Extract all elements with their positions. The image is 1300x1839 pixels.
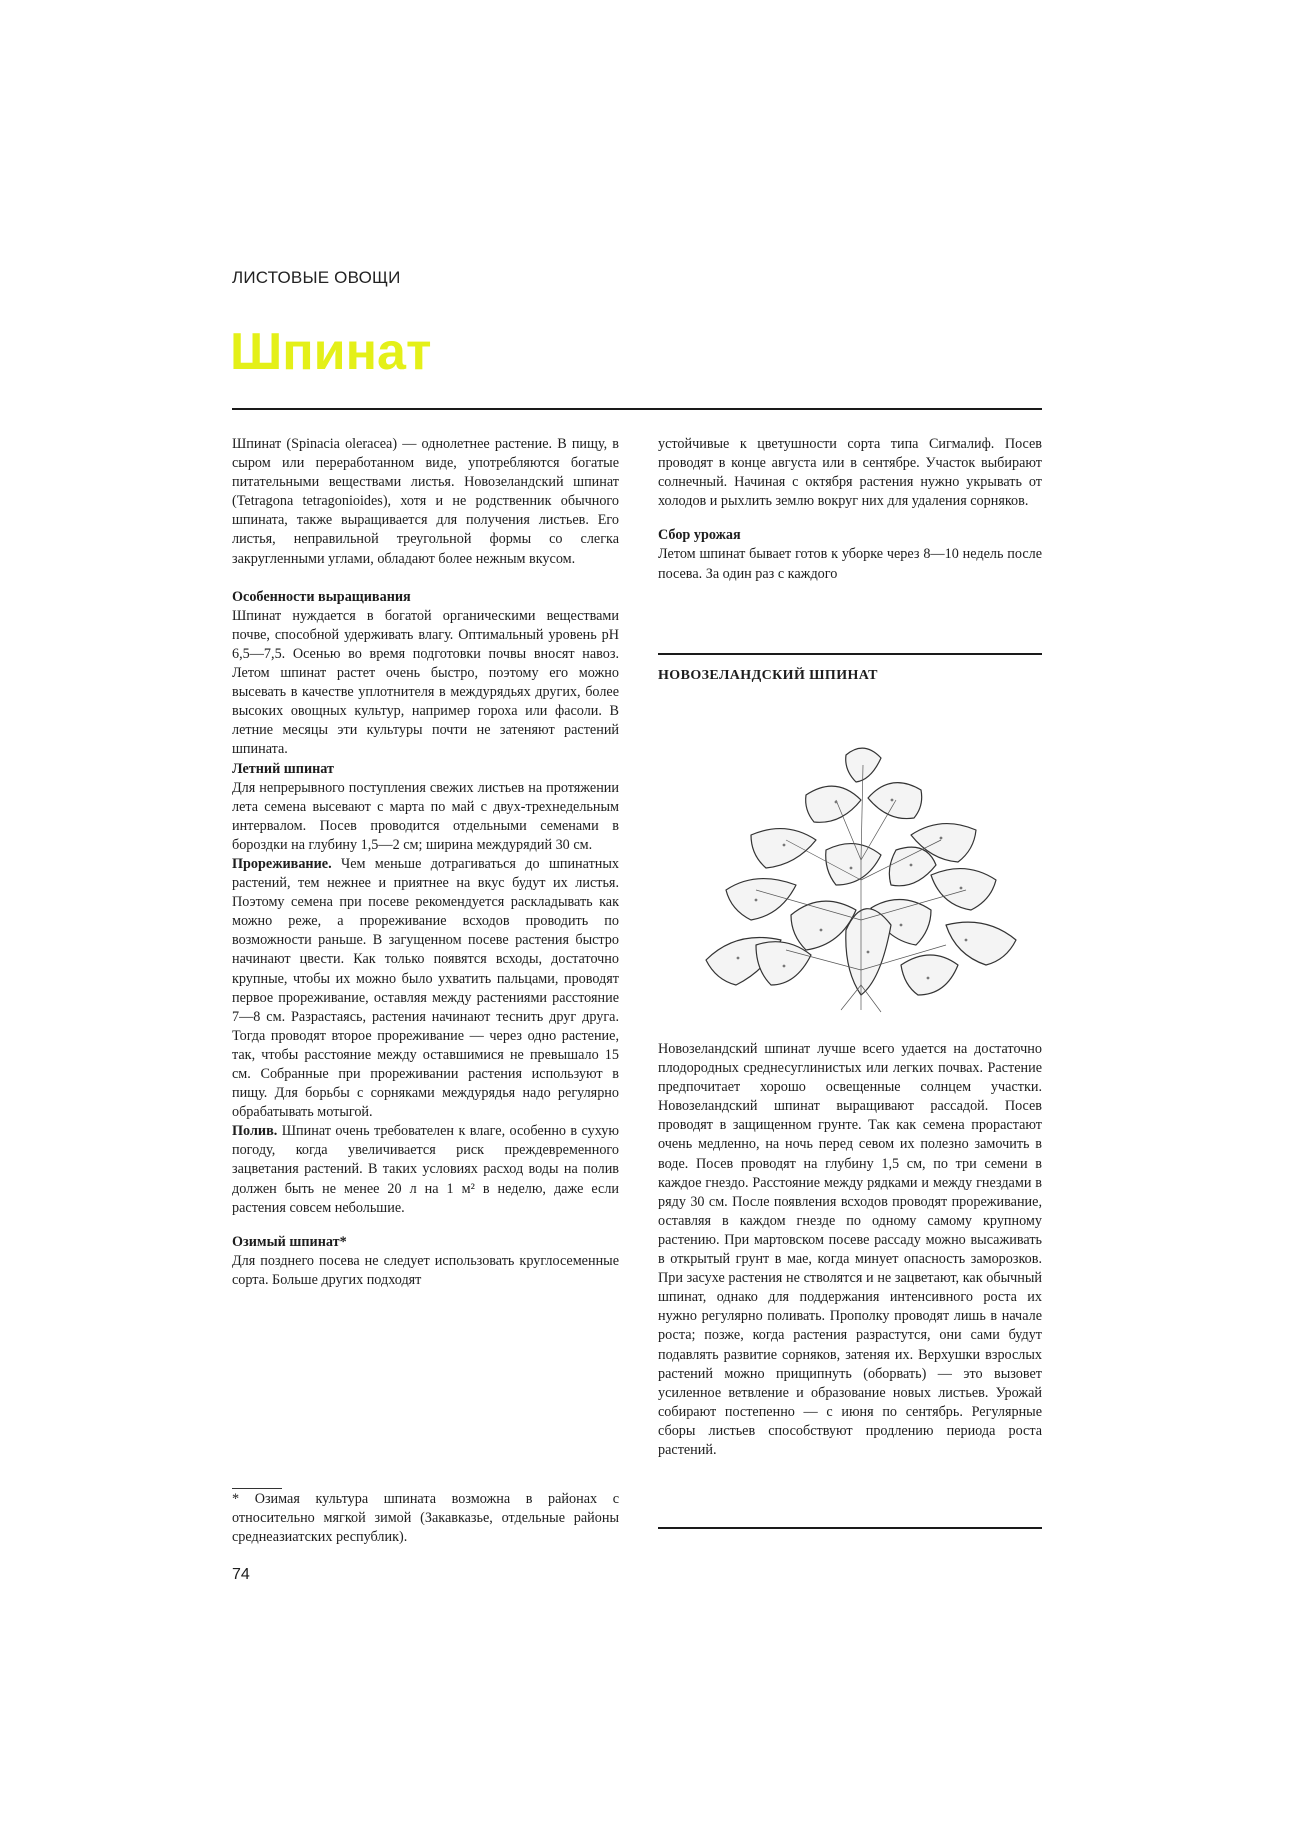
- harvest-paragraph: Летом шпинат бывает готов к уборке через 8—10 недель после посева. За один раз с каждого: [658, 546, 1042, 582]
- watering-label: Полив.: [232, 1123, 278, 1140]
- watering-paragraph: [232, 1122, 619, 1217]
- section-label: ЛИСТОВЫЕ ОВОЩИ: [232, 268, 401, 287]
- nz-paragraph: Новозеландский шпинат лучше всего удается на достаточно плодородных среднесуглинистых или легких почвах. Растение предпочитает хорошо освещенные солнцем участки. Новозеландский шпинат выращивают рассадой. Посев проводят в защищенном грунте. Так как семена прорастают очень медленно, на ночь перед севом их полезно замочить в воде. Посев проводят на глубину 1,5 см, по три семени в каждое гнездо. Расстояние между рядками и между гнездами в ряду 30 см. После появления всходов проводят прореживание, оставляя в каждом гнезде по одному самому крупному растению. При мартовском посеве рассаду можно высаживать в открытый грунт в мае, когда минует опасность заморозков. При засухе растения не стволятся и не зацветают, как обычный шпинат, однако для поддержания интенсивного роста их нужно регулярно поливать. Прополку проводят лишь в начале роста; позже, когда растения разрастутся, они сами будут подавлять развитие сорняков, затеняя их. Верхушки взрослых растений можно прищипнуть (оборвать) — это вызовет усиленное ветвление и образование новых листьев. Урожай собирают постепенно — с июня по сентябрь. Регулярные сборы листьев способствуют продлению периода роста растений.: [658, 1041, 1042, 1458]
- winter-paragraph: Для позднего посева не следует использовать круглосеменные сорта. Больше других подходят: [232, 1252, 619, 1288]
- harvest-heading: Сбор урожая: [658, 527, 741, 544]
- right-column-top: [658, 435, 1042, 584]
- right-column-bottom: [658, 1040, 1042, 1460]
- title-rule: [232, 408, 1042, 410]
- watering-text: Шпинат очень требователен к влаге, особенно в сухую погоду, когда увеличивается риск преждевременного зацветания растений. В таких условиях расход воды на полив должен быть не менее 20 л на 1 м² в неделю, даже если растения совсем небольшие.: [232, 1123, 620, 1216]
- right-column-end-rule: [658, 1527, 1042, 1529]
- thinning-paragraph: [232, 855, 619, 1122]
- intro-paragraph: Шпинат (Spinacia oleracea) — однолетнее растение. В пищу, в сыром или переработанном виде, употребляются богатые питательными веществами листья. Новозеландский шпинат (Tetragona tetragonioides), хотя и не родственник обычного шпината, также выращивается для получения листьев. Его листья, неправильной треугольной формы со слегка закругленными углами, обладают более нежным вкусом.: [232, 436, 619, 567]
- footnote: * Озимая культура шпината возможна в районах с относительно мягкой зимой (Закавказье, отдельные районы среднеазиатских республик).: [232, 1491, 619, 1546]
- page-title: Шпинат: [230, 323, 432, 381]
- growing-heading: Особенности выращивания: [232, 588, 411, 605]
- footnote-rule: [232, 1488, 282, 1489]
- winter-continued-paragraph: устойчивые к цветушности сорта типа Сигмалиф. Посев проводят в конце августа или в сентябре. Участок выбирают солнечный. Начиная с октября растения нужно укрывать от холодов и рыхлить землю вокруг них для удаления сорняков.: [658, 436, 1042, 510]
- nz-section-heading: НОВОЗЕЛАНДСКИЙ ШПИНАТ: [658, 668, 878, 683]
- summer-paragraph: Для непрерывного поступления свежих листьев на протяжении лета семена высевают с марта по май с двух-трехнедельным интервалом. Посев проводится отдельными семенами в бороздки на глубину 1,5—2 см; ширина междурядий 30 см.: [232, 779, 619, 853]
- spinach-plant-illustration: [696, 740, 1026, 1020]
- thinning-label: Прореживание.: [232, 855, 332, 872]
- thinning-text: Чем меньше дотрагиваться до шпинатных растений, тем нежнее и приятнее на вкус будут их листья. Поэтому семена при посеве рекомендуется раскладывать как можно реже, а прореживание всходов проводить по возможности раньше. В загущенном посеве растения быстро начинают цвести. Как только появятся всходы, достаточно крупные, чтобы их можно было ухватить пальцами, проводят первое прореживание, оставляя между растениями расстояние 7—8 см. Разрастаясь, растения начинают теснить друг друга. Тогда проводят второе прореживание — через одно растение, так, чтобы расстояние между оставшимися не превышало 15 см. Собранные при прореживании растения используют в пищу. Для борьбы с сорняками междурядья надо регулярно обрабатывать мотыгой.: [232, 855, 619, 1121]
- growing-paragraph: Шпинат нуждается в богатой органическими веществами почве, способной удерживать влагу. Оптимальный уровень pH 6,5—7,5. Осенью во время подготовки почвы вносят навоз. Летом шпинат растет очень быстро, поэтому его можно высевать в качестве уплотнителя в междурядьях других, более высоких овощных культур, например гороха или фасоли. В летние месяцы эти культуры почти не затеняют растений шпината.: [232, 607, 619, 758]
- page-number: 74: [232, 1566, 250, 1583]
- nz-section-rule: [658, 653, 1042, 655]
- left-column: [232, 435, 619, 1290]
- winter-heading: Озимый шпинат*: [232, 1233, 347, 1250]
- summer-heading: Летний шпинат: [232, 760, 335, 777]
